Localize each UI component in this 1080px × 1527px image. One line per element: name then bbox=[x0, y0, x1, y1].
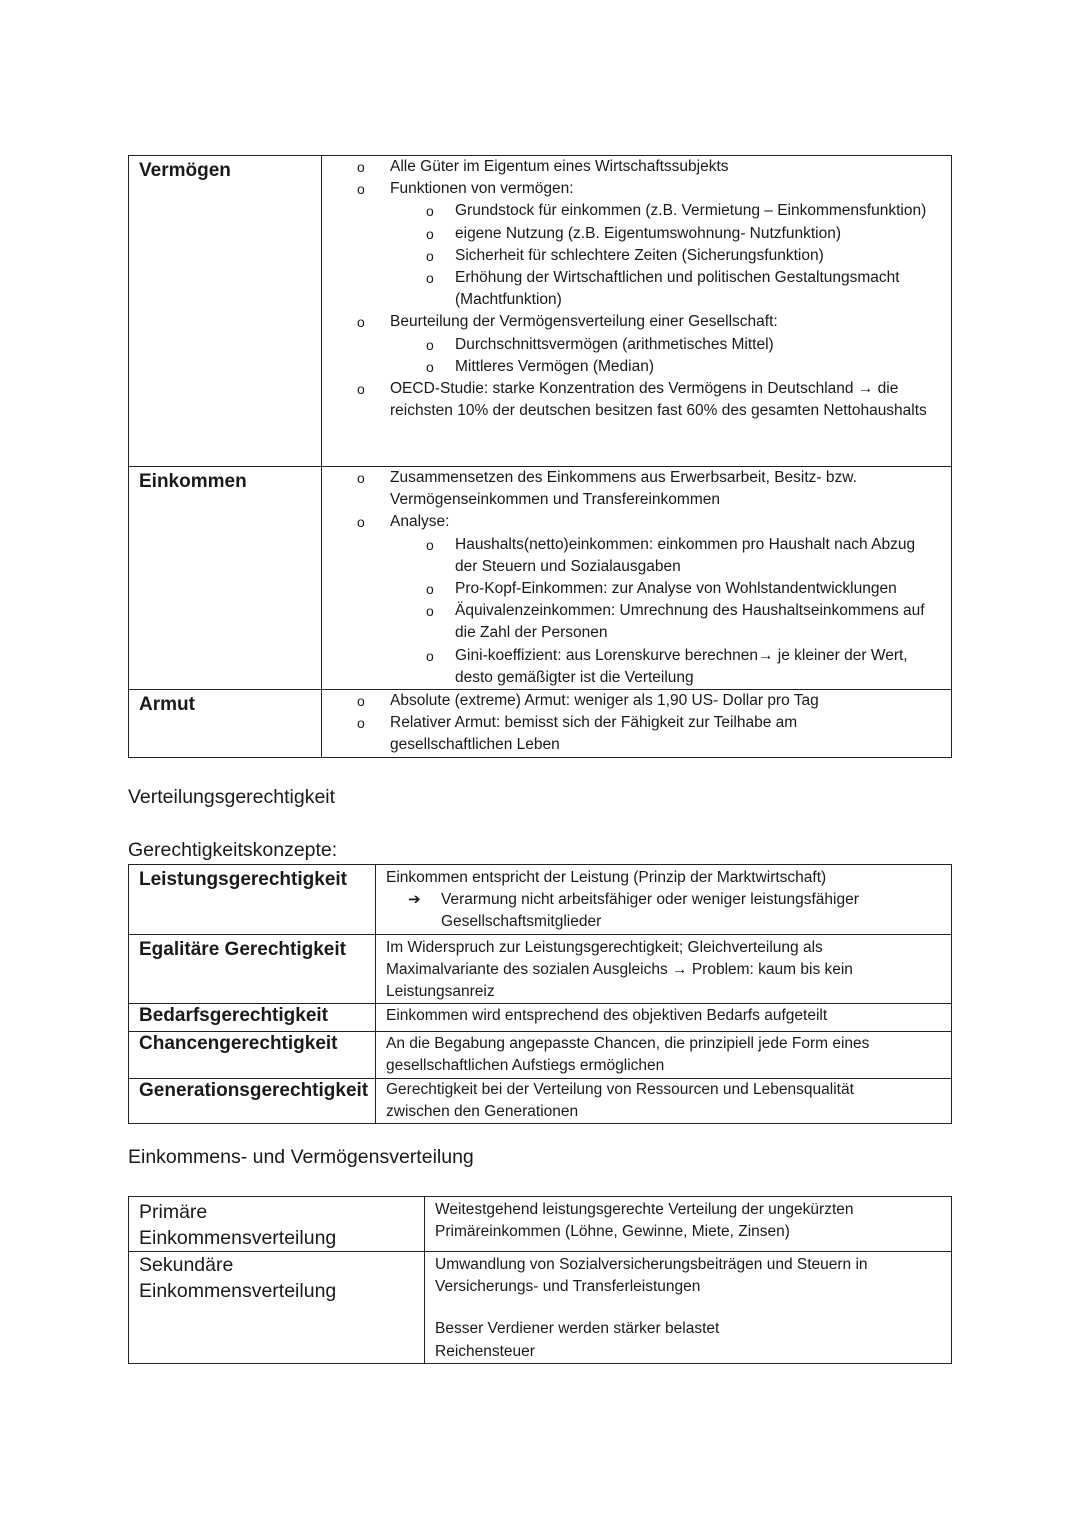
list-item-text: Analyse: bbox=[390, 513, 450, 531]
description-cell bbox=[425, 1197, 952, 1252]
table-row bbox=[129, 690, 952, 758]
description-text: Besser Verdiener werden stärker belastet bbox=[435, 1320, 720, 1338]
arrow-list-item: ➔ Verarmung nicht arbeitsfähiger oder weniger leistungsfähiger Gesellschaftsmitglieder bbox=[376, 889, 911, 933]
list-item bbox=[322, 511, 951, 689]
term-cell: Armut bbox=[129, 690, 322, 758]
term-cell: Egalitäre Gerechtigkeit bbox=[129, 934, 376, 1004]
description-text: Einkommen wird entsprechend des objektiven Bedarfs aufgeteilt bbox=[386, 1007, 828, 1025]
term-cell: Generationsgerechtigkeit bbox=[129, 1078, 376, 1123]
term-line: Einkommensverteilung bbox=[139, 1280, 337, 1302]
sub-list-item: o Sicherheit für schlechtere Zeiten (Sicherungsfunktion) bbox=[390, 245, 951, 267]
description-text: Reichensteuer bbox=[435, 1342, 535, 1360]
description-cell bbox=[376, 1032, 952, 1078]
sub-list-item: o Grundstock für einkommen (z.B. Vermietung – Einkommensfunktion) bbox=[390, 200, 951, 222]
table-row bbox=[129, 865, 952, 935]
term-cell: Bedarfsgerechtigkeit bbox=[129, 1004, 376, 1032]
list-item: o OECD-Studie: starke Konzentration des Vermögens in Deutschland → die reichsten 10% der deutschen besitzen fast 60% des gesamten Nettohaushalts bbox=[322, 378, 951, 422]
table-row bbox=[129, 1032, 952, 1078]
term-cell: Vermögen bbox=[129, 156, 322, 467]
sub-list-item: o Äquivalenzeinkommen: Umrechnung des Haushaltseinkommens auf die Zahl der Personen bbox=[390, 600, 947, 644]
sub-list-item: o eigene Nutzung (z.B. Eigentumswohnung- Nutzfunktion) bbox=[390, 223, 951, 245]
list-item: o Relativer Armut: bemisst sich der Fähigkeit zur Teilhabe am gesellschaftlichen Leben bbox=[322, 712, 841, 756]
term-line: Einkommensverteilung bbox=[139, 1227, 337, 1249]
description-cell bbox=[322, 690, 952, 758]
term-cell bbox=[129, 1252, 425, 1364]
list-item: o Zusammensetzen des Einkommens aus Erwerbsarbeit, Besitz- bzw. Vermögenseinkommen und Transfereinkommen bbox=[322, 467, 951, 511]
section-heading: Verteilungsgerechtigkeit bbox=[128, 786, 336, 808]
term-line: Sekundäre bbox=[139, 1254, 234, 1276]
description-text: An die Begabung angepasste Chancen, die prinzipiell jede Form eines gesellschaftlichen Aufstiegs ermöglichen bbox=[386, 1035, 870, 1075]
sub-list-item: o Durchschnittsvermögen (arithmetisches Mittel) bbox=[390, 334, 951, 356]
income-distribution-table bbox=[128, 1196, 952, 1364]
list-item-text: Funktionen von vermögen: bbox=[390, 180, 574, 198]
description-text: Gerechtigkeit bei der Verteilung von Ressourcen und Lebensqualität zwischen den Generationen bbox=[386, 1080, 854, 1120]
description-cell bbox=[425, 1252, 952, 1364]
description-cell bbox=[376, 1078, 952, 1123]
table-row bbox=[129, 156, 952, 467]
table-row bbox=[129, 1078, 952, 1123]
description-cell bbox=[322, 156, 952, 467]
description-cell bbox=[376, 865, 952, 935]
table-row bbox=[129, 1197, 952, 1252]
sub-list-item: o Pro-Kopf-Einkommen: zur Analyse von Wohlstandentwicklungen bbox=[390, 578, 947, 600]
table-row bbox=[129, 1004, 952, 1032]
description-cell bbox=[376, 934, 952, 1004]
term-line: Primäre bbox=[139, 1201, 208, 1223]
list-item: o Alle Güter im Eigentum eines Wirtschaftssubjekts bbox=[322, 156, 951, 178]
justice-concepts-table bbox=[128, 864, 952, 1124]
description-text: Einkommen entspricht der Leistung (Prinzip der Marktwirtschaft) bbox=[386, 869, 827, 886]
section-subheading: Gerechtigkeitskonzepte: bbox=[128, 839, 338, 861]
description-text: Im Widerspruch zur Leistungsgerechtigkeit; Gleichverteilung als Maximalvariante des sozialen Ausgleichs → Problem: kaum bis kein Leistungsanreiz bbox=[386, 938, 853, 1001]
list-item bbox=[322, 311, 951, 378]
list-item: o Absolute (extreme) Armut: weniger als 1,90 US- Dollar pro Tag bbox=[322, 690, 841, 712]
term-cell: Leistungsgerechtigkeit bbox=[129, 865, 376, 935]
description-cell bbox=[322, 467, 952, 690]
sub-list-item: o Haushalts(netto)einkommen: einkommen pro Haushalt nach Abzug der Steuern und Sozialausgaben bbox=[390, 534, 947, 578]
sub-list-item: o Erhöhung der Wirtschaftlichen und politischen Gestaltungsmacht (Machtfunktion) bbox=[390, 267, 951, 311]
description-text: Umwandlung von Sozialversicherungsbeiträgen und Steuern in Versicherungs- und Transferleistungen bbox=[435, 1256, 868, 1296]
list-item bbox=[322, 178, 951, 311]
section-heading: Einkommens- und Vermögensverteilung bbox=[128, 1146, 474, 1168]
definitions-table bbox=[128, 155, 952, 758]
sub-list-item: o Mittleres Vermögen (Median) bbox=[390, 356, 951, 378]
table-row bbox=[129, 1252, 952, 1364]
table-row bbox=[129, 934, 952, 1004]
description-text: Weitestgehend leistungsgerechte Verteilung der ungekürzten Primäreinkommen (Löhne, Gewinne, Miete, Zinsen) bbox=[435, 1201, 854, 1241]
description-cell bbox=[376, 1004, 952, 1032]
term-cell bbox=[129, 1197, 425, 1252]
sub-list-item: o Gini-koeffizient: aus Lorenskurve berechnen→ je kleiner der Wert, desto gemäßigter ist die Verteilung bbox=[390, 645, 947, 689]
table-row bbox=[129, 467, 952, 690]
term-cell: Chancengerechtigkeit bbox=[129, 1032, 376, 1078]
list-item-text: Beurteilung der Vermögensverteilung einer Gesellschaft: bbox=[390, 313, 778, 331]
term-cell: Einkommen bbox=[129, 467, 322, 690]
